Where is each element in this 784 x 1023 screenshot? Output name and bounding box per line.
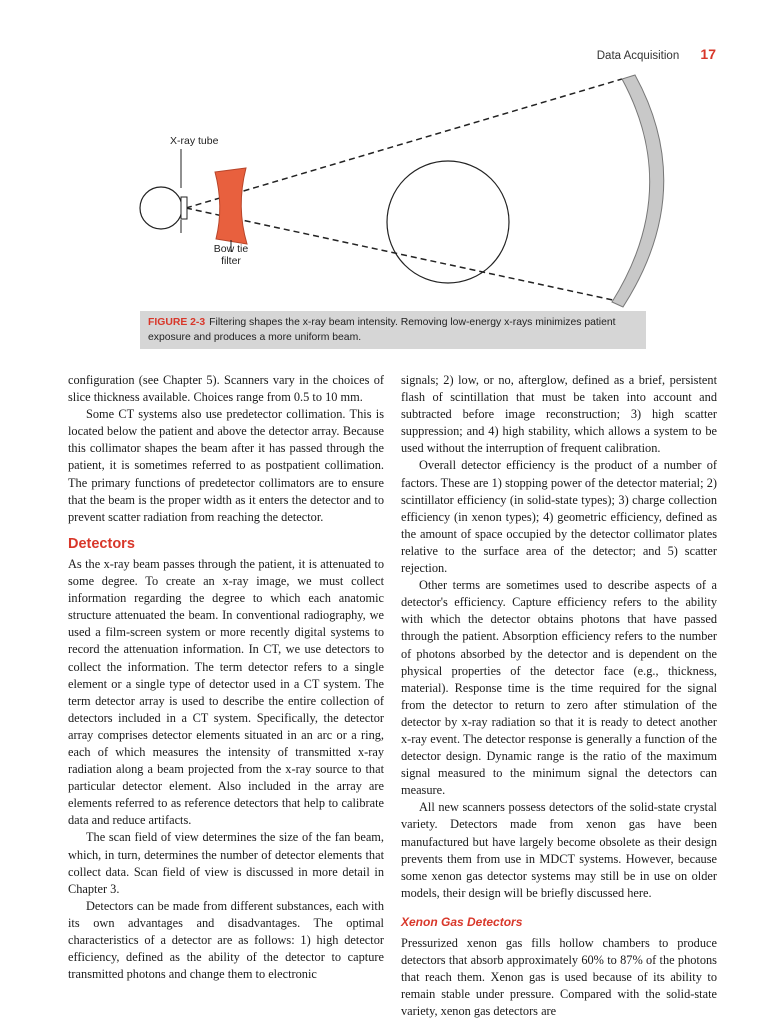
paragraph: Overall detector efficiency is the product of a number of factors. These are 1) stopping power of the detector material; 2) scintillator efficiency (in solid-state types); 3) charge collection efficiency (in xenon types); 4) geometric efficiency, defined as the amount of space occupied by the detector collimator plates relative to the surface area of the detector; and 5) scatter rejection. xyxy=(401,458,717,576)
label-bowtie-line2: filter xyxy=(221,255,241,267)
beam-edge-top xyxy=(186,79,622,208)
paragraph: Other terms are sometimes used to describe aspects of a detector's efficiency. Capture efficiency refers to the ability with which the detector obtains photons that have passed through the patient. Absorption efficiency refers to the number of photons absorbed by the detector and is dependent on the physical properties of the detector face (e.g., thickness, material). Response time is the time required for the signal from the detector to return to zero after stimulation of the detector by x-ray radiation so that it is ready to detect another x-ray event. The detector response is generally a function of the detector design. Dynamic range is the ratio of the maximum signal measured to the minimum signal the detectors can measure. xyxy=(401,578,717,798)
xray-tube-port xyxy=(181,197,187,219)
detector-arc xyxy=(612,75,664,307)
running-title: Data Acquisition xyxy=(596,50,680,62)
paragraph: Detectors can be made from different substances, each with its own advantages and disadvantages. The optimal characteristics of a detector are as follows: 1) high detector efficiency, defined as the ability of the detector to capture transmitted photons and change them to electronic xyxy=(68,898,384,982)
paragraph: configuration (see Chapter 5). Scanners vary in the choices of slice thickness available. Choices range from 0.5 to 10 mm. xyxy=(68,373,384,405)
left-column xyxy=(68,372,384,983)
label-bowtie-filter xyxy=(211,243,251,267)
paragraph: The scan field of view determines the size of the fan beam, which, in turn, determines the number of detector elements that collect data. Scan field of view is discussed in more detail in Chapter 3. xyxy=(68,830,384,896)
beam-edge-bottom xyxy=(186,208,622,302)
bowtie-filter xyxy=(215,168,247,244)
paragraph: signals; 2) low, or no, afterglow, defined as a brief, persistent flash of scintillation that must be taken into account and subtracted before image reconstruction; 3) high scatter suppression; and 4) high stability, which allows a system to be used without the interruption of frequent calibration. xyxy=(401,373,717,456)
paragraph: Pressurized xenon gas fills hollow chambers to produce detectors that absorb approximately 60% to 87% of the photons that reach them. Xenon gas is used because of its ability to remain stable under pressure. Compared with the solid-state variety, xenon gas detectors are xyxy=(401,936,717,1019)
page-number: 17 xyxy=(700,46,716,62)
xray-tube xyxy=(140,187,182,229)
right-column xyxy=(401,372,717,1020)
paragraph: Some CT systems also use predetector collimation. This is located below the patient and above the detector array. Because this collimator shapes the beam after it has passed through the patient, it is sometimes referred to as postpatient collimation. The primary functions of predetector collimators are to ensure that the beam is the proper width as it enters the detector and to prevent scatter radiation from reaching the detector. xyxy=(68,407,384,524)
section-heading-detectors: Detectors xyxy=(68,535,135,552)
caption-text: Filtering shapes the x-ray beam intensity. Removing low-energy x-rays minimizes patient exposure and produces a more uniform beam. xyxy=(148,317,616,343)
label-xray-tube: X-ray tube xyxy=(170,135,219,147)
label-bowtie-line1: Bow tie xyxy=(213,243,249,255)
figure-caption xyxy=(140,311,646,349)
figure-diagram xyxy=(0,60,784,320)
paragraph: As the x-ray beam passes through the patient, it is attenuated to some degree. To create an x-ray image, we must collect information regarding the degree to which each anatomic structure attenuated the beam. In conventional radiography, we used a film-screen system or more recently digital systems to record the attenuation information. In CT, we use detectors to collect the information. The term detector refers to a single element or a single type of detector used in a CT system. The term detector array is used to describe the entire collection of detectors included in a CT system. Specifically, the detector array comprises detector elements situated in an arc or a ring, each of which measures the intensity of transmitted x-ray radiation along a beam projected from the x-ray source to that particular detector element. Also included in the array are elements referred to as reference detectors that help to calibrate data and reduce artifacts. xyxy=(68,556,384,828)
subsection-heading-xenon: Xenon Gas Detectors xyxy=(401,914,523,929)
patient-circle xyxy=(387,161,509,283)
figure-number: FIGURE 2-3 xyxy=(148,317,206,328)
figure-xray-filtering xyxy=(0,60,784,320)
paragraph: All new scanners possess detectors of the solid-state crystal variety. Detectors made from xenon gas have been manufactured but have largely become obsolete as their design prevents them from use in MDCT systems. However, because some xenon gas detector systems may still be in use on older models, their design will be briefly discussed here. xyxy=(401,800,717,900)
